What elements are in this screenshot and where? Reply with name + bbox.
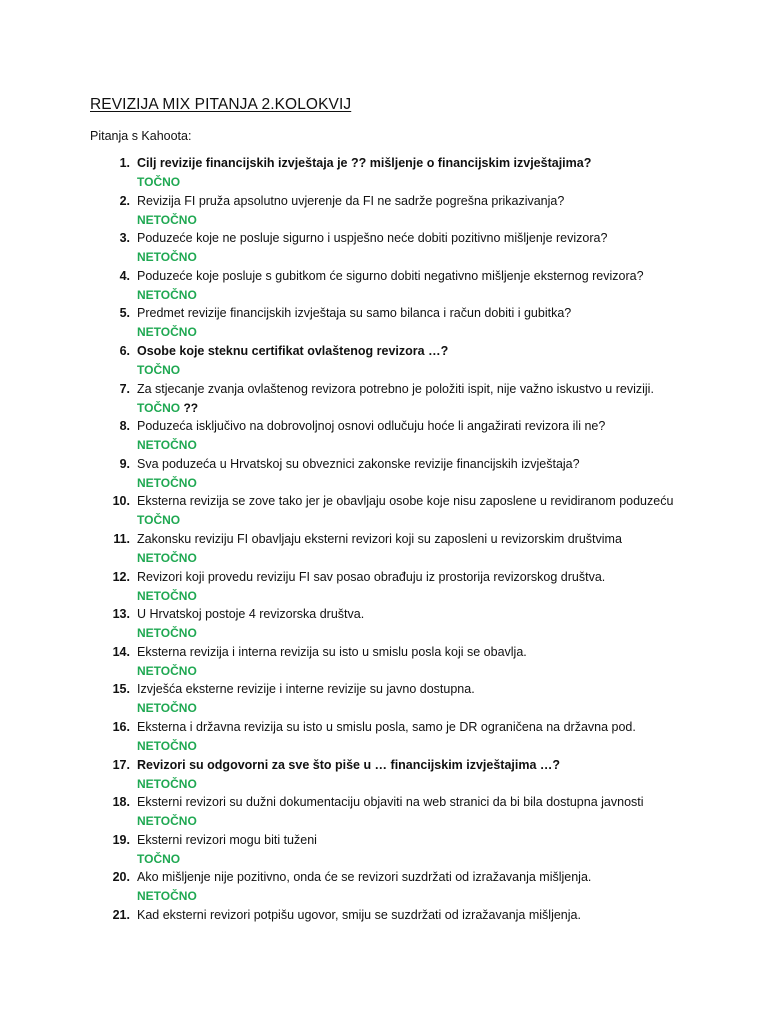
- question-item: [0, 833, 768, 871]
- question-text: Eksterni revizori mogu biti tuženi: [137, 832, 317, 847]
- question-text: Eksterna i državna revizija su isto u smislu posla, samo je DR ograničena na državna pod.: [137, 719, 636, 734]
- answer-label: [137, 476, 197, 490]
- question-number: 11.: [113, 531, 130, 546]
- question-text: Poduzeća isključivo na dobrovoljnoj osnovi odlučuju hoće li angažirati revizora ili ne?: [137, 419, 606, 434]
- question-item: [0, 870, 768, 908]
- answer-label: [137, 664, 197, 678]
- question-text: Poduzeće koje ne posluje sigurno i uspješno neće dobiti pozitivno mišljenje revizora?: [137, 231, 608, 246]
- answer-text: NETOČNO: [137, 776, 197, 791]
- question-number: 5.: [119, 306, 130, 321]
- question-number: 12.: [112, 569, 130, 584]
- question-item: [0, 494, 768, 532]
- answer-label: [137, 551, 197, 565]
- question-item: [0, 457, 768, 495]
- question-item: [0, 194, 768, 232]
- answer-label: [137, 438, 197, 452]
- answer-label: [137, 589, 197, 603]
- question-text: Eksterni revizori su dužni dokumentaciju objaviti na web stranici da bi bila dostupna javnosti: [137, 795, 644, 810]
- answer-text: NETOČNO: [137, 663, 197, 678]
- answer-label: [137, 701, 197, 715]
- answer-text: TOČNO: [137, 851, 181, 866]
- question-item: [0, 682, 768, 720]
- question-text: Sva poduzeća u Hrvatskoj su obveznici zakonske revizije financijskih izvještaja?: [137, 456, 580, 471]
- answer-text: NETOČNO: [137, 738, 197, 753]
- question-text: Kad eksterni revizori potpišu ugovor, smiju se suzdržati od izražavanja mišljenja.: [137, 907, 581, 922]
- question-text: Revizori su odgovorni za sve što piše u … financijskim izvještajima …?: [137, 757, 561, 772]
- question-item: [0, 607, 768, 645]
- answer-text: NETOČNO: [137, 287, 197, 302]
- question-item: [0, 908, 768, 946]
- question-text: Revizija FI pruža apsolutno uvjerenje da FI ne sadrže pogrešna prikazivanja?: [137, 193, 565, 208]
- question-text: Osobe koje steknu certifikat ovlaštenog revizora …?: [137, 343, 449, 358]
- answer-label: [137, 401, 198, 415]
- document-title: REVIZIJA MIX PITANJA 2.KOLOKVIJ: [90, 96, 352, 113]
- answer-text: TOČNO: [137, 400, 181, 415]
- answer-text: NETOČNO: [137, 626, 197, 641]
- question-text: U Hrvatskoj postoje 4 revizorska društva.: [137, 607, 365, 622]
- question-number: 2.: [119, 193, 130, 208]
- answer-text: NETOČNO: [137, 588, 197, 603]
- question-text: Cilj revizije financijskih izvještaja je ?? mišljenje o financijskim izvještajima?: [137, 156, 592, 170]
- question-number: 3.: [119, 231, 130, 246]
- answer-label: [137, 777, 197, 791]
- question-number: 13.: [112, 607, 130, 622]
- question-number: 21.: [112, 907, 130, 922]
- question-number: 9.: [119, 456, 130, 471]
- answer-label: [137, 250, 197, 264]
- question-item: [0, 758, 768, 796]
- answer-label: [137, 852, 180, 866]
- answer-text: NETOČNO: [137, 250, 197, 265]
- question-number: 18.: [112, 795, 130, 810]
- question-number: 6.: [119, 343, 130, 358]
- question-item: [0, 570, 768, 608]
- question-number: 10.: [112, 494, 130, 509]
- question-text: Zakonsku reviziju FI obavljaju eksterni revizori koji su zaposleni u revizorskim društvima: [137, 531, 622, 546]
- question-item: [0, 306, 768, 344]
- question-number: 1.: [119, 156, 130, 170]
- question-item: [0, 795, 768, 833]
- answer-label: [137, 513, 180, 527]
- answer-text: NETOČNO: [137, 550, 197, 565]
- question-number: 14.: [112, 644, 130, 659]
- question-number: 17.: [112, 757, 130, 772]
- answer-text: NETOČNO: [137, 475, 197, 490]
- question-text: Za stjecanje zvanja ovlaštenog revizora potrebno je položiti ispit, nije važno iskustvo u reviziji.: [137, 381, 654, 396]
- question-item: [0, 382, 768, 420]
- question-number: 20.: [112, 870, 130, 885]
- question-item: [0, 720, 768, 758]
- question-text: Izvješća eksterne revizije i interne revizije su javno dostupna.: [137, 682, 475, 697]
- question-item: [0, 156, 768, 194]
- question-number: 7.: [119, 381, 130, 396]
- answer-label: [137, 739, 197, 753]
- question-text: Predmet revizije financijskih izvještaja su samo bilanca i račun dobiti i gubitka?: [137, 306, 572, 321]
- question-list: [0, 156, 768, 945]
- answer-text: NETOČNO: [137, 814, 197, 829]
- answer-label: [137, 175, 180, 189]
- question-text: Poduzeće koje posluje s gubitkom će sigurno dobiti negativno mišljenje eksternog revizora?: [137, 268, 644, 283]
- question-text: Ako mišljenje nije pozitivno, onda će se revizori suzdržati od izražavanja mišljenja.: [137, 870, 592, 885]
- question-item: [0, 231, 768, 269]
- question-number: 4.: [119, 268, 130, 283]
- answer-text: NETOČNO: [137, 438, 197, 453]
- answer-note: ??: [183, 400, 199, 415]
- question-item: [0, 645, 768, 683]
- answer-text: TOČNO: [137, 362, 181, 377]
- answer-text: NETOČNO: [137, 889, 197, 904]
- answer-label: [137, 889, 197, 903]
- question-number: 8.: [119, 419, 130, 434]
- document-subtitle: Pitanja s Kahoota:: [90, 129, 192, 143]
- answer-label: [137, 325, 197, 339]
- answer-label: [137, 213, 197, 227]
- answer-label: [137, 626, 197, 640]
- question-number: 19.: [112, 832, 130, 847]
- question-item: [0, 532, 768, 570]
- question-text: Revizori koji provedu reviziju FI sav posao obrađuju iz prostorija revizorskog društva.: [137, 569, 606, 584]
- answer-text: NETOČNO: [137, 212, 197, 227]
- question-item: [0, 419, 768, 457]
- answer-label: [137, 814, 197, 828]
- question-text: Eksterna revizija i interna revizija su isto u smislu posla koji se obavlja.: [137, 644, 527, 659]
- question-text: Eksterna revizija se zove tako jer je obavljaju osobe koje nisu zaposlene u revidiranom poduzeću: [137, 494, 674, 509]
- question-item: [0, 269, 768, 307]
- question-item: [0, 344, 768, 382]
- answer-text: TOČNO: [137, 175, 181, 189]
- answer-label: [137, 288, 197, 302]
- answer-label: [137, 363, 180, 377]
- question-number: 16.: [112, 719, 130, 734]
- answer-text: NETOČNO: [137, 701, 197, 716]
- answer-text: NETOČNO: [137, 325, 197, 340]
- question-number: 15.: [112, 682, 130, 697]
- answer-text: TOČNO: [137, 513, 181, 528]
